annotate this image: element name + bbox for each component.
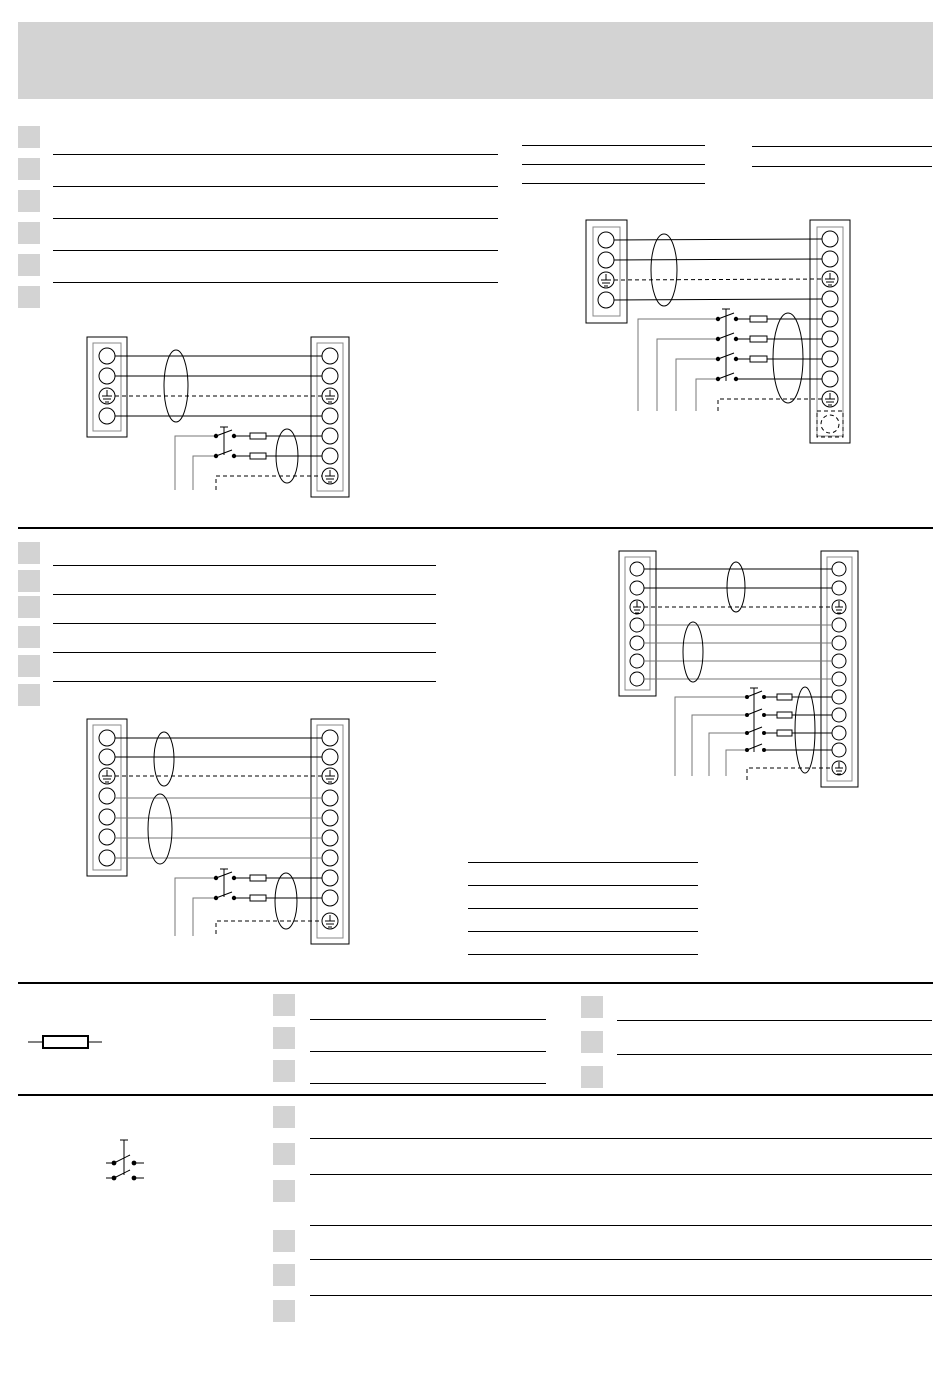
item-badge <box>18 542 40 564</box>
row-divider <box>53 154 498 155</box>
row-divider <box>468 954 698 955</box>
item-badge <box>18 626 40 648</box>
item-badge <box>273 1027 295 1049</box>
row-divider <box>310 1174 932 1175</box>
item-badge <box>273 994 295 1016</box>
row-divider <box>468 931 698 932</box>
item-badge <box>18 190 40 212</box>
switch-icon <box>100 1135 150 1185</box>
row-divider <box>752 166 932 167</box>
row-divider <box>617 1020 932 1021</box>
item-badge <box>18 684 40 706</box>
item-badge <box>18 222 40 244</box>
row-divider <box>53 565 436 566</box>
row-divider <box>53 218 498 219</box>
section-divider <box>18 982 933 984</box>
row-divider <box>468 908 698 909</box>
row-divider <box>53 652 436 653</box>
row-divider <box>522 183 705 184</box>
item-badge <box>18 158 40 180</box>
wiring-diagram-2 <box>580 215 860 450</box>
row-divider <box>468 885 698 886</box>
row-divider <box>53 594 436 595</box>
item-badge <box>581 1066 603 1088</box>
item-badge <box>18 254 40 276</box>
item-badge <box>581 996 603 1018</box>
item-badge <box>273 1230 295 1252</box>
item-badge <box>273 1264 295 1286</box>
row-divider <box>310 1259 932 1260</box>
row-divider <box>310 1138 932 1139</box>
row-divider <box>53 623 436 624</box>
row-divider <box>310 1083 546 1084</box>
item-badge <box>273 1106 295 1128</box>
header-bar <box>18 22 933 99</box>
row-divider <box>752 146 932 147</box>
row-divider <box>310 1019 546 1020</box>
row-divider <box>310 1295 932 1296</box>
row-divider <box>53 250 498 251</box>
section-divider <box>18 527 933 529</box>
item-badge <box>273 1300 295 1322</box>
row-divider <box>468 862 698 863</box>
row-divider <box>310 1225 932 1226</box>
wiring-diagram-3 <box>80 712 360 952</box>
wiring-diagram-1 <box>80 330 360 505</box>
row-divider <box>53 186 498 187</box>
wiring-diagram-4 <box>614 546 864 796</box>
item-badge <box>18 655 40 677</box>
row-divider <box>617 1054 932 1055</box>
item-badge <box>581 1031 603 1053</box>
item-badge <box>273 1143 295 1165</box>
row-divider <box>522 164 705 165</box>
fuse-icon <box>28 1030 108 1054</box>
row-divider <box>310 1051 546 1052</box>
item-badge <box>18 596 40 618</box>
item-badge <box>18 286 40 308</box>
item-badge <box>18 126 40 148</box>
item-badge <box>273 1060 295 1082</box>
row-divider <box>53 681 436 682</box>
row-divider <box>522 145 705 146</box>
item-badge <box>18 570 40 592</box>
row-divider <box>53 282 498 283</box>
item-badge <box>273 1180 295 1202</box>
section-divider <box>18 1094 933 1096</box>
